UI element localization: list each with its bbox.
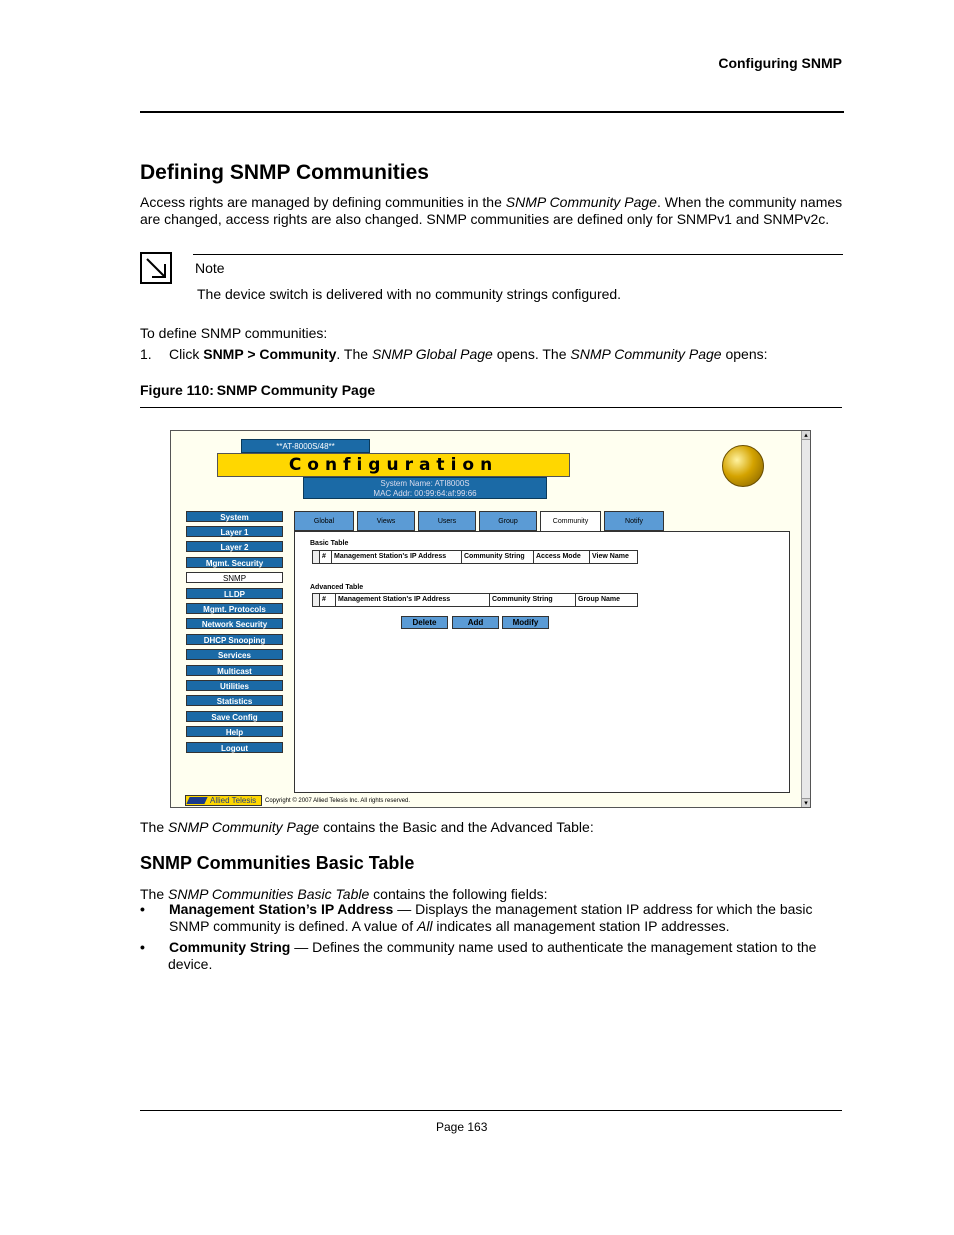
basic-table-header bbox=[312, 550, 638, 564]
step-1: 1. Click SNMP > Community. The SNMP Global Page opens. The SNMP Community Page opens: bbox=[140, 346, 768, 362]
tab-community[interactable]: Community bbox=[540, 511, 601, 533]
nav-snmp[interactable]: SNMP bbox=[186, 572, 283, 583]
allied-telesis-logo: Allied Telesis bbox=[185, 795, 262, 806]
col-community-string: Community String bbox=[462, 551, 534, 563]
section-title: Defining SNMP Communities bbox=[140, 161, 429, 184]
page-number: Page 163 bbox=[436, 1120, 488, 1134]
snmp-community-screenshot bbox=[170, 430, 811, 808]
note-rule bbox=[193, 254, 843, 255]
header-rule bbox=[140, 111, 844, 113]
nav-help[interactable]: Help bbox=[186, 726, 283, 737]
col-access-mode: Access Mode bbox=[534, 551, 590, 563]
modify-button[interactable]: Modify bbox=[502, 616, 549, 629]
col-group-name: Group Name bbox=[578, 596, 621, 603]
globe-logo-icon bbox=[722, 445, 764, 487]
vertical-scrollbar[interactable] bbox=[801, 431, 810, 807]
intro-paragraph: Access rights are managed by defining communities in the SNMP Community Page. When the community names are changed, access rights are also changed. SNMP communities are defined only for SNMPv1 and SNMPv2c. bbox=[140, 194, 843, 227]
basic-table-intro: The SNMP Communities Basic Table contains the following fields: bbox=[140, 886, 548, 902]
row-select-cell bbox=[313, 551, 320, 563]
col-station-ip: Management Station's IP Address bbox=[332, 551, 462, 563]
subsection-title: SNMP Communities Basic Table bbox=[140, 853, 415, 873]
tab-group[interactable]: Group bbox=[479, 511, 537, 531]
basic-table bbox=[312, 550, 638, 564]
community-panel bbox=[294, 531, 790, 793]
nav-logout[interactable]: Logout bbox=[186, 742, 283, 753]
footer-bar bbox=[185, 795, 787, 807]
nav-mgmt-security[interactable]: Mgmt. Security bbox=[186, 557, 283, 568]
note-text: The device switch is delivered with no community strings configured. bbox=[197, 286, 622, 302]
col-view-name: View Name bbox=[592, 553, 629, 560]
system-name: System Name: ATI8000S bbox=[380, 479, 470, 488]
note-title: Note bbox=[195, 260, 225, 276]
nav-statistics[interactable]: Statistics bbox=[186, 695, 283, 706]
tab-global[interactable]: Global bbox=[294, 511, 354, 531]
nav-lldp[interactable]: LLDP bbox=[186, 588, 283, 599]
nav-utilities[interactable]: Utilities bbox=[186, 680, 283, 691]
configuration-banner: Configuration bbox=[217, 453, 570, 477]
nav-multicast[interactable]: Multicast bbox=[186, 665, 283, 676]
scroll-down-icon[interactable]: ▾ bbox=[802, 798, 810, 807]
bullet-community-string: • Community String — Defines the community name used to authenticate the management station to the device. bbox=[140, 939, 817, 972]
figure-rule bbox=[140, 407, 842, 408]
advanced-table-label: Advanced Table bbox=[310, 584, 364, 591]
nav-layer-1[interactable]: Layer 1 bbox=[186, 526, 283, 537]
running-header: Configuring SNMP bbox=[718, 55, 842, 71]
nav-dhcp-snooping[interactable]: DHCP Snooping bbox=[186, 634, 283, 645]
note-icon bbox=[140, 252, 172, 284]
tab-notify[interactable]: Notify bbox=[604, 511, 664, 531]
nav-services[interactable]: Services bbox=[186, 649, 283, 660]
bullet-management-station: • Management Station’s IP Address — Displays the management station IP address for which the basic SNMP community is defined. A value of All indicates all management station IP addresses. bbox=[140, 901, 813, 934]
col-index: # bbox=[320, 551, 332, 563]
system-info bbox=[303, 477, 547, 499]
copyright-text: Copyright © 2007 Allied Telesis Inc. All rights reserved. bbox=[265, 798, 411, 804]
mac-address: MAC Addr: 00:99:64:af:99:66 bbox=[373, 489, 477, 498]
logo-mark-icon bbox=[186, 797, 207, 804]
add-button[interactable]: Add bbox=[452, 616, 499, 629]
tab-users[interactable]: Users bbox=[418, 511, 476, 531]
nav-network-security[interactable]: Network Security bbox=[186, 618, 283, 629]
advanced-table-header bbox=[312, 593, 638, 607]
model-label: **AT-8000S/48** bbox=[241, 439, 370, 453]
nav-save-config[interactable]: Save Config bbox=[186, 711, 283, 722]
nav-system[interactable]: System bbox=[186, 511, 283, 522]
col-station-ip: Management Station's IP Address bbox=[336, 594, 490, 606]
tab-views[interactable]: Views bbox=[357, 511, 415, 531]
figure-caption: Figure 110: SNMP Community Page bbox=[140, 382, 376, 398]
col-community-string: Community String bbox=[490, 594, 576, 606]
after-figure-text: The SNMP Community Page contains the Basic and the Advanced Table: bbox=[140, 819, 594, 835]
steps-intro: To define SNMP communities: bbox=[140, 325, 328, 341]
delete-button[interactable]: Delete bbox=[401, 616, 448, 629]
advanced-table bbox=[312, 593, 638, 607]
row-select-cell bbox=[313, 594, 320, 606]
nav-layer-2[interactable]: Layer 2 bbox=[186, 541, 283, 552]
scroll-up-icon[interactable]: ▴ bbox=[802, 431, 810, 440]
footer-rule bbox=[140, 1110, 842, 1111]
col-index: # bbox=[320, 594, 336, 606]
nav-mgmt-protocols[interactable]: Mgmt. Protocols bbox=[186, 603, 283, 614]
basic-table-label: Basic Table bbox=[310, 540, 349, 547]
